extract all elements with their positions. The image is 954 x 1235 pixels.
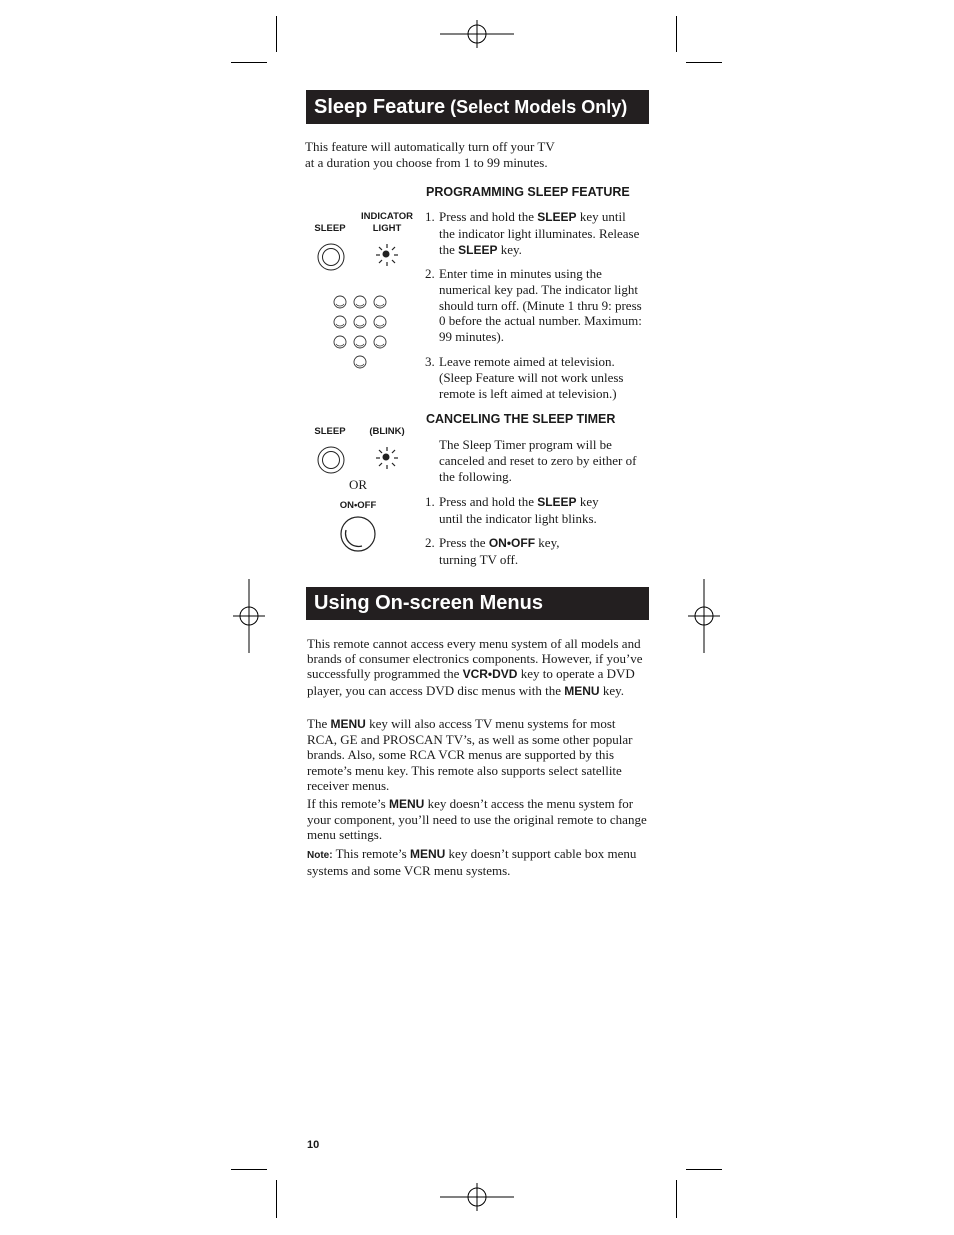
programming-step-2 (425, 266, 643, 345)
menus-paragraph-3 (307, 796, 647, 843)
sleep-key-name: SLEEP (537, 495, 577, 509)
step-number: 2. (425, 535, 435, 550)
menu-key-name: MENU (330, 717, 366, 731)
menu-key-name: MENU (564, 683, 600, 698)
sleep-title: Sleep Feature (314, 95, 446, 118)
menu-key-name: MENU (409, 847, 446, 861)
canceling-intro-text: The Sleep Timer program will be canceled and reset to zero by either of the following. (439, 437, 637, 484)
indicator-light-icon (374, 242, 400, 268)
intro-line: at a duration you choose from 1 to 99 minutes. (305, 154, 548, 170)
para-text: This remote’s (332, 846, 410, 861)
menus-paragraph-1 (307, 636, 647, 699)
programming-step-3 (425, 354, 643, 401)
step-number: 1. (425, 494, 435, 509)
canceling-step-2 (425, 535, 625, 568)
diagram-or: OR (349, 477, 368, 492)
numeric-keypad-icon (330, 292, 390, 372)
vcr-dvd-key-name: VCR•DVD (462, 667, 518, 682)
menus-paragraph-2 (307, 716, 645, 793)
sleep-title-suffix: (Select Models Only) (450, 96, 628, 117)
step-number: 1. (425, 209, 435, 224)
diagram-sleep-label-2: SLEEP (314, 426, 346, 437)
diagram-sleep-label: SLEEP (314, 223, 346, 234)
para-text: key to operate a DVD player, you can access DVD disc menus with the (307, 666, 635, 698)
programming-heading: PROGRAMMING SLEEP FEATURE (426, 185, 630, 199)
note-label: Note: (307, 850, 333, 861)
diagram-indicator-label (356, 211, 418, 235)
diagram-blink-label: (BLINK) (369, 426, 405, 437)
on-off-key-icon (339, 515, 377, 553)
step-text: key until the indicator light illuminates. Release the (439, 209, 640, 257)
section-title-sleep (306, 90, 649, 124)
canceling-intro (425, 437, 637, 484)
para-text: If this remote’s (307, 796, 389, 811)
step-number: 3. (425, 354, 435, 369)
para-text: key. (599, 682, 625, 698)
step-text: Press and hold the (439, 494, 538, 509)
section-title-menus (306, 587, 649, 620)
step-text: key, (535, 535, 560, 550)
canceling-step-1 (425, 494, 625, 527)
sleep-key-icon (316, 445, 346, 475)
para-text: key doesn’t support cable box menu systems and some VCR menu systems. (307, 846, 637, 879)
onoff-key-name: ON•OFF (488, 536, 536, 550)
menu-key-name: MENU (388, 797, 425, 811)
intro-line: This feature will automatically turn off your TV (305, 139, 555, 154)
menus-note (307, 846, 647, 878)
indicator-label-line: LIGHT (372, 223, 402, 234)
step-text: Press and hold the (439, 209, 538, 224)
step-text: key. (497, 241, 522, 257)
step-text: Press the (439, 535, 489, 550)
para-text: The (307, 716, 331, 731)
diagram-onoff-label: ON•OFF (339, 500, 377, 511)
para-text: This remote cannot access every menu system of all models and brands of consumer electronics components. However, if you’ve successfully programmed the (307, 636, 643, 682)
sleep-key-name: SLEEP (537, 210, 577, 224)
menus-title: Using On-screen Menus (314, 592, 543, 614)
para-text: key doesn’t access the menu system for your component, you’ll need to use the original remote to change menu settings. (307, 796, 647, 843)
step-text: Leave remote aimed at television. (Sleep Feature will not work unless remote is left aimed at television.) (439, 354, 624, 401)
programming-step-1 (425, 209, 640, 258)
sleep-key-icon (316, 242, 346, 272)
step-text: turning TV off. (439, 551, 519, 567)
step-text: Enter time in minutes using the numerical key pad. The indicator light should turn off. (Minute 1 thru 9: press 0 before the actual number. Maximum: 99 minutes). (439, 266, 642, 345)
blinking-light-icon (374, 445, 400, 471)
page-number: 10 (307, 1139, 320, 1151)
sleep-key-name: SLEEP (458, 242, 498, 257)
para-text: key will also access TV menu systems for most RCA, GE and PROSCAN TV’s, as well as some other popular brands. Also, some RCA VCR menus are supported by this remote’s menu key. This remote also supports select satellite receiver menus. (307, 716, 633, 793)
canceling-heading: CANCELING THE SLEEP TIMER (426, 412, 616, 426)
indicator-label-line: INDICATOR (361, 211, 413, 222)
step-text: key until the indicator light blinks. (439, 494, 599, 526)
sleep-intro (305, 139, 605, 170)
step-number: 2. (425, 266, 435, 281)
